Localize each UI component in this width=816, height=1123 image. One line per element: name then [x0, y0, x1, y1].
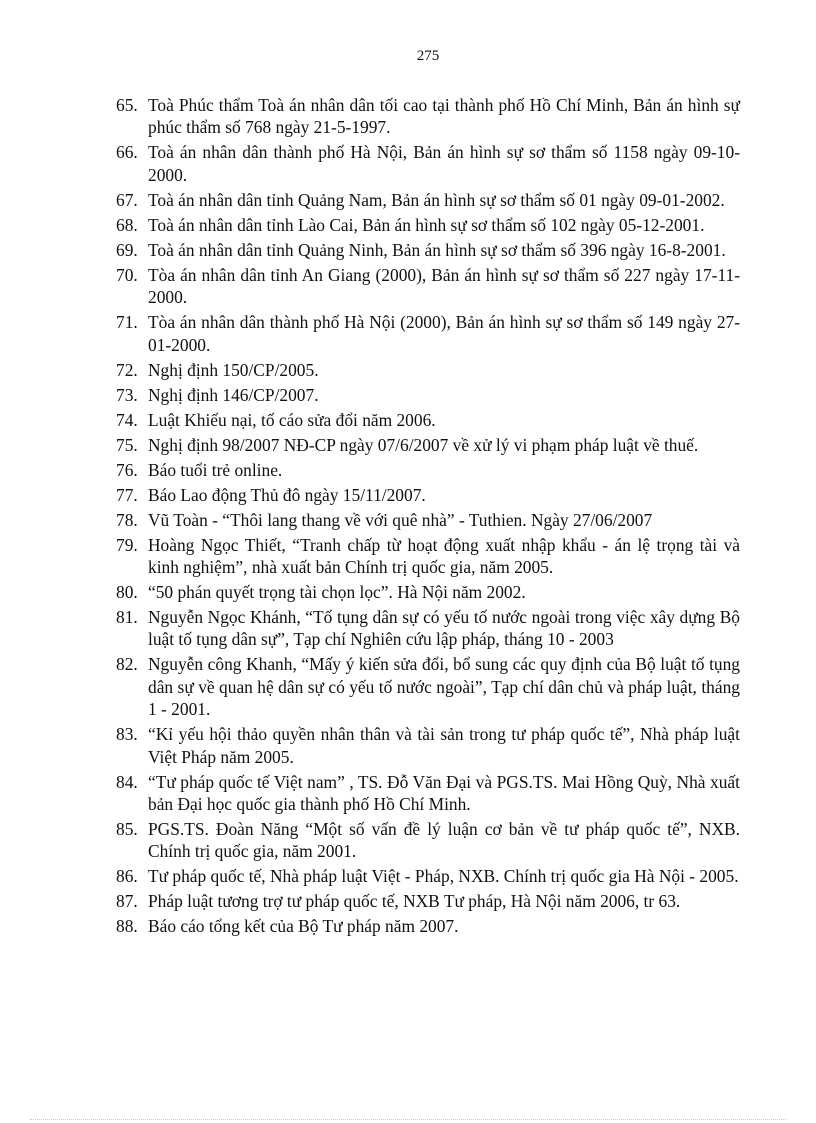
reference-number: 72.	[116, 359, 138, 380]
reference-number: 74.	[116, 409, 138, 430]
reference-text: Báo cáo tổng kết của Bộ Tư pháp năm 2007.	[148, 916, 459, 937]
reference-number: 66.	[116, 142, 138, 163]
reference-text: Nguyễn công Khanh, “Mấy ý kiến sửa đổi, bổ sung các quy định của Bộ luật tố tụng dân sự về quan hệ dân sự có yếu tố nước ngoài”, Tạp chí dân chủ và pháp luật, tháng 1 - 2001.	[148, 654, 740, 720]
reference-number: 88.	[116, 916, 138, 937]
reference-text: Vũ Toàn - “Thôi lang thang về với quê nhà” - Tuthien. Ngày 27/06/2007	[148, 509, 653, 530]
reference-number: 68.	[116, 214, 138, 235]
reference-text: Luật Khiếu nại, tố cáo sửa đổi năm 2006.	[148, 409, 436, 430]
page-number: 275	[416, 48, 440, 64]
reference-item	[116, 818, 740, 863]
reference-text: Toà án nhân dân thành phố Hà Nội, Bản án hình sự sơ thẩm số 1158 ngày 09-10-2000.	[148, 142, 740, 185]
reference-text: “Tư pháp quốc tế Việt nam” , TS. Đỗ Văn Đại và PGS.TS. Mai Hồng Quỳ, Nhà xuất bản Đại học quốc gia thành phố Hồ Chí Minh.	[148, 771, 740, 815]
reference-number: 85.	[116, 819, 138, 840]
reference-text: Toà án nhân dân tỉnh Quảng Ninh, Bản án hình sự sơ thẩm số 396 ngày 16-8-2001.	[148, 239, 726, 260]
reference-text: Toà Phúc thẩm Toà án nhân dân tối cao tại thành phố Hồ Chí Minh, Bản án hình sự phúc thẩm số 768 ngày 21-5-1997.	[148, 95, 740, 138]
reference-number: 75.	[116, 434, 138, 455]
reference-text: “50 phán quyết trọng tài chọn lọc”. Hà Nội năm 2002.	[148, 582, 526, 603]
reference-number: 79.	[116, 534, 138, 555]
reference-item	[116, 384, 740, 406]
reference-number: 82.	[116, 654, 138, 675]
reference-text: “Kỉ yếu hội thảo quyền nhân thân và tài sản trong tư pháp quốc tế”, Nhà pháp luật Việt Pháp năm 2005.	[148, 724, 740, 767]
reference-number: 83.	[116, 724, 138, 745]
reference-text: Nghị định 146/CP/2007.	[148, 384, 319, 405]
reference-text: Nguyễn Ngọc Khánh, “Tố tụng dân sự có yếu tố nước ngoài trong việc xây dựng Bộ luật tố tụng dân sự”, Tạp chí Nghiên cứu lập pháp, tháng 10 - 2003	[148, 607, 740, 650]
reference-item	[116, 509, 740, 531]
reference-item	[116, 409, 740, 431]
reference-text: Tòa án nhân dân tỉnh An Giang (2000), Bản án hình sự sơ thẩm số 227 ngày 17-11-2000.	[148, 264, 740, 308]
reference-item	[116, 915, 740, 937]
reference-item	[116, 434, 740, 456]
reference-text: Báo Lao động Thủ đô ngày 15/11/2007.	[148, 484, 426, 505]
reference-number: 65.	[116, 95, 138, 115]
reference-text: Nghị định 98/2007 NĐ-CP ngày 07/6/2007 về xử lý vi phạm pháp luật về thuế.	[148, 434, 699, 455]
reference-number: 73.	[116, 384, 138, 405]
reference-number: 77.	[116, 484, 138, 505]
reference-list	[116, 94, 740, 940]
reference-text: PGS.TS. Đoàn Năng “Một số vấn đề lý luận cơ bản về tư pháp quốc tế”, NXB. Chính trị quốc gia, năm 2001.	[148, 819, 740, 862]
reference-number: 69.	[116, 239, 138, 260]
reference-item	[116, 890, 740, 912]
reference-text: Tòa án nhân dân thành phố Hà Nội (2000), Bản án hình sự sơ thẩm số 149 ngày 27-01-2000.	[148, 312, 740, 355]
reference-item	[116, 189, 740, 211]
reference-number: 71.	[116, 312, 138, 333]
reference-item	[116, 484, 740, 506]
reference-number: 84.	[116, 771, 138, 792]
reference-number: 78.	[116, 509, 138, 530]
reference-text: Nghị định 150/CP/2005.	[148, 359, 319, 380]
reference-item	[116, 214, 740, 236]
reference-text: Toà án nhân dân tỉnh Lào Cai, Bản án hình sự sơ thẩm số 102 ngày 05-12-2001.	[148, 214, 705, 235]
reference-item	[116, 239, 740, 261]
reference-item	[116, 865, 740, 887]
page-bottom-divider	[30, 1119, 786, 1120]
reference-item	[116, 359, 740, 381]
reference-item	[116, 141, 740, 186]
reference-item	[116, 459, 740, 481]
reference-item	[116, 653, 740, 720]
reference-text: Hoàng Ngọc Thiết, “Tranh chấp từ hoạt động xuất nhập khẩu - án lệ trọng tài và kinh nghiệm”, nhà xuất bản Chính trị quốc gia, năm 2005.	[148, 534, 740, 578]
reference-number: 67.	[116, 189, 138, 210]
reference-item	[116, 94, 740, 139]
reference-number: 80.	[116, 582, 138, 603]
reference-number: 86.	[116, 866, 138, 887]
reference-item	[116, 581, 740, 603]
reference-number: 70.	[116, 264, 138, 285]
reference-text: Tư pháp quốc tế, Nhà pháp luật Việt - Pháp, NXB. Chính trị quốc gia Hà Nội - 2005.	[148, 866, 739, 887]
reference-item	[116, 723, 740, 768]
reference-item	[116, 534, 740, 579]
reference-text: Báo tuổi trẻ online.	[148, 459, 283, 480]
reference-item	[116, 264, 740, 309]
reference-number: 81.	[116, 607, 138, 628]
reference-text: Pháp luật tương trợ tư pháp quốc tế, NXB Tư pháp, Hà Nội năm 2006, tr 63.	[148, 891, 681, 912]
reference-number: 76.	[116, 459, 138, 480]
reference-item	[116, 771, 740, 816]
reference-item	[116, 311, 740, 356]
reference-item	[116, 606, 740, 651]
reference-text: Toà án nhân dân tỉnh Quảng Nam, Bản án hình sự sơ thẩm số 01 ngày 09-01-2002.	[148, 189, 725, 210]
reference-number: 87.	[116, 891, 138, 912]
